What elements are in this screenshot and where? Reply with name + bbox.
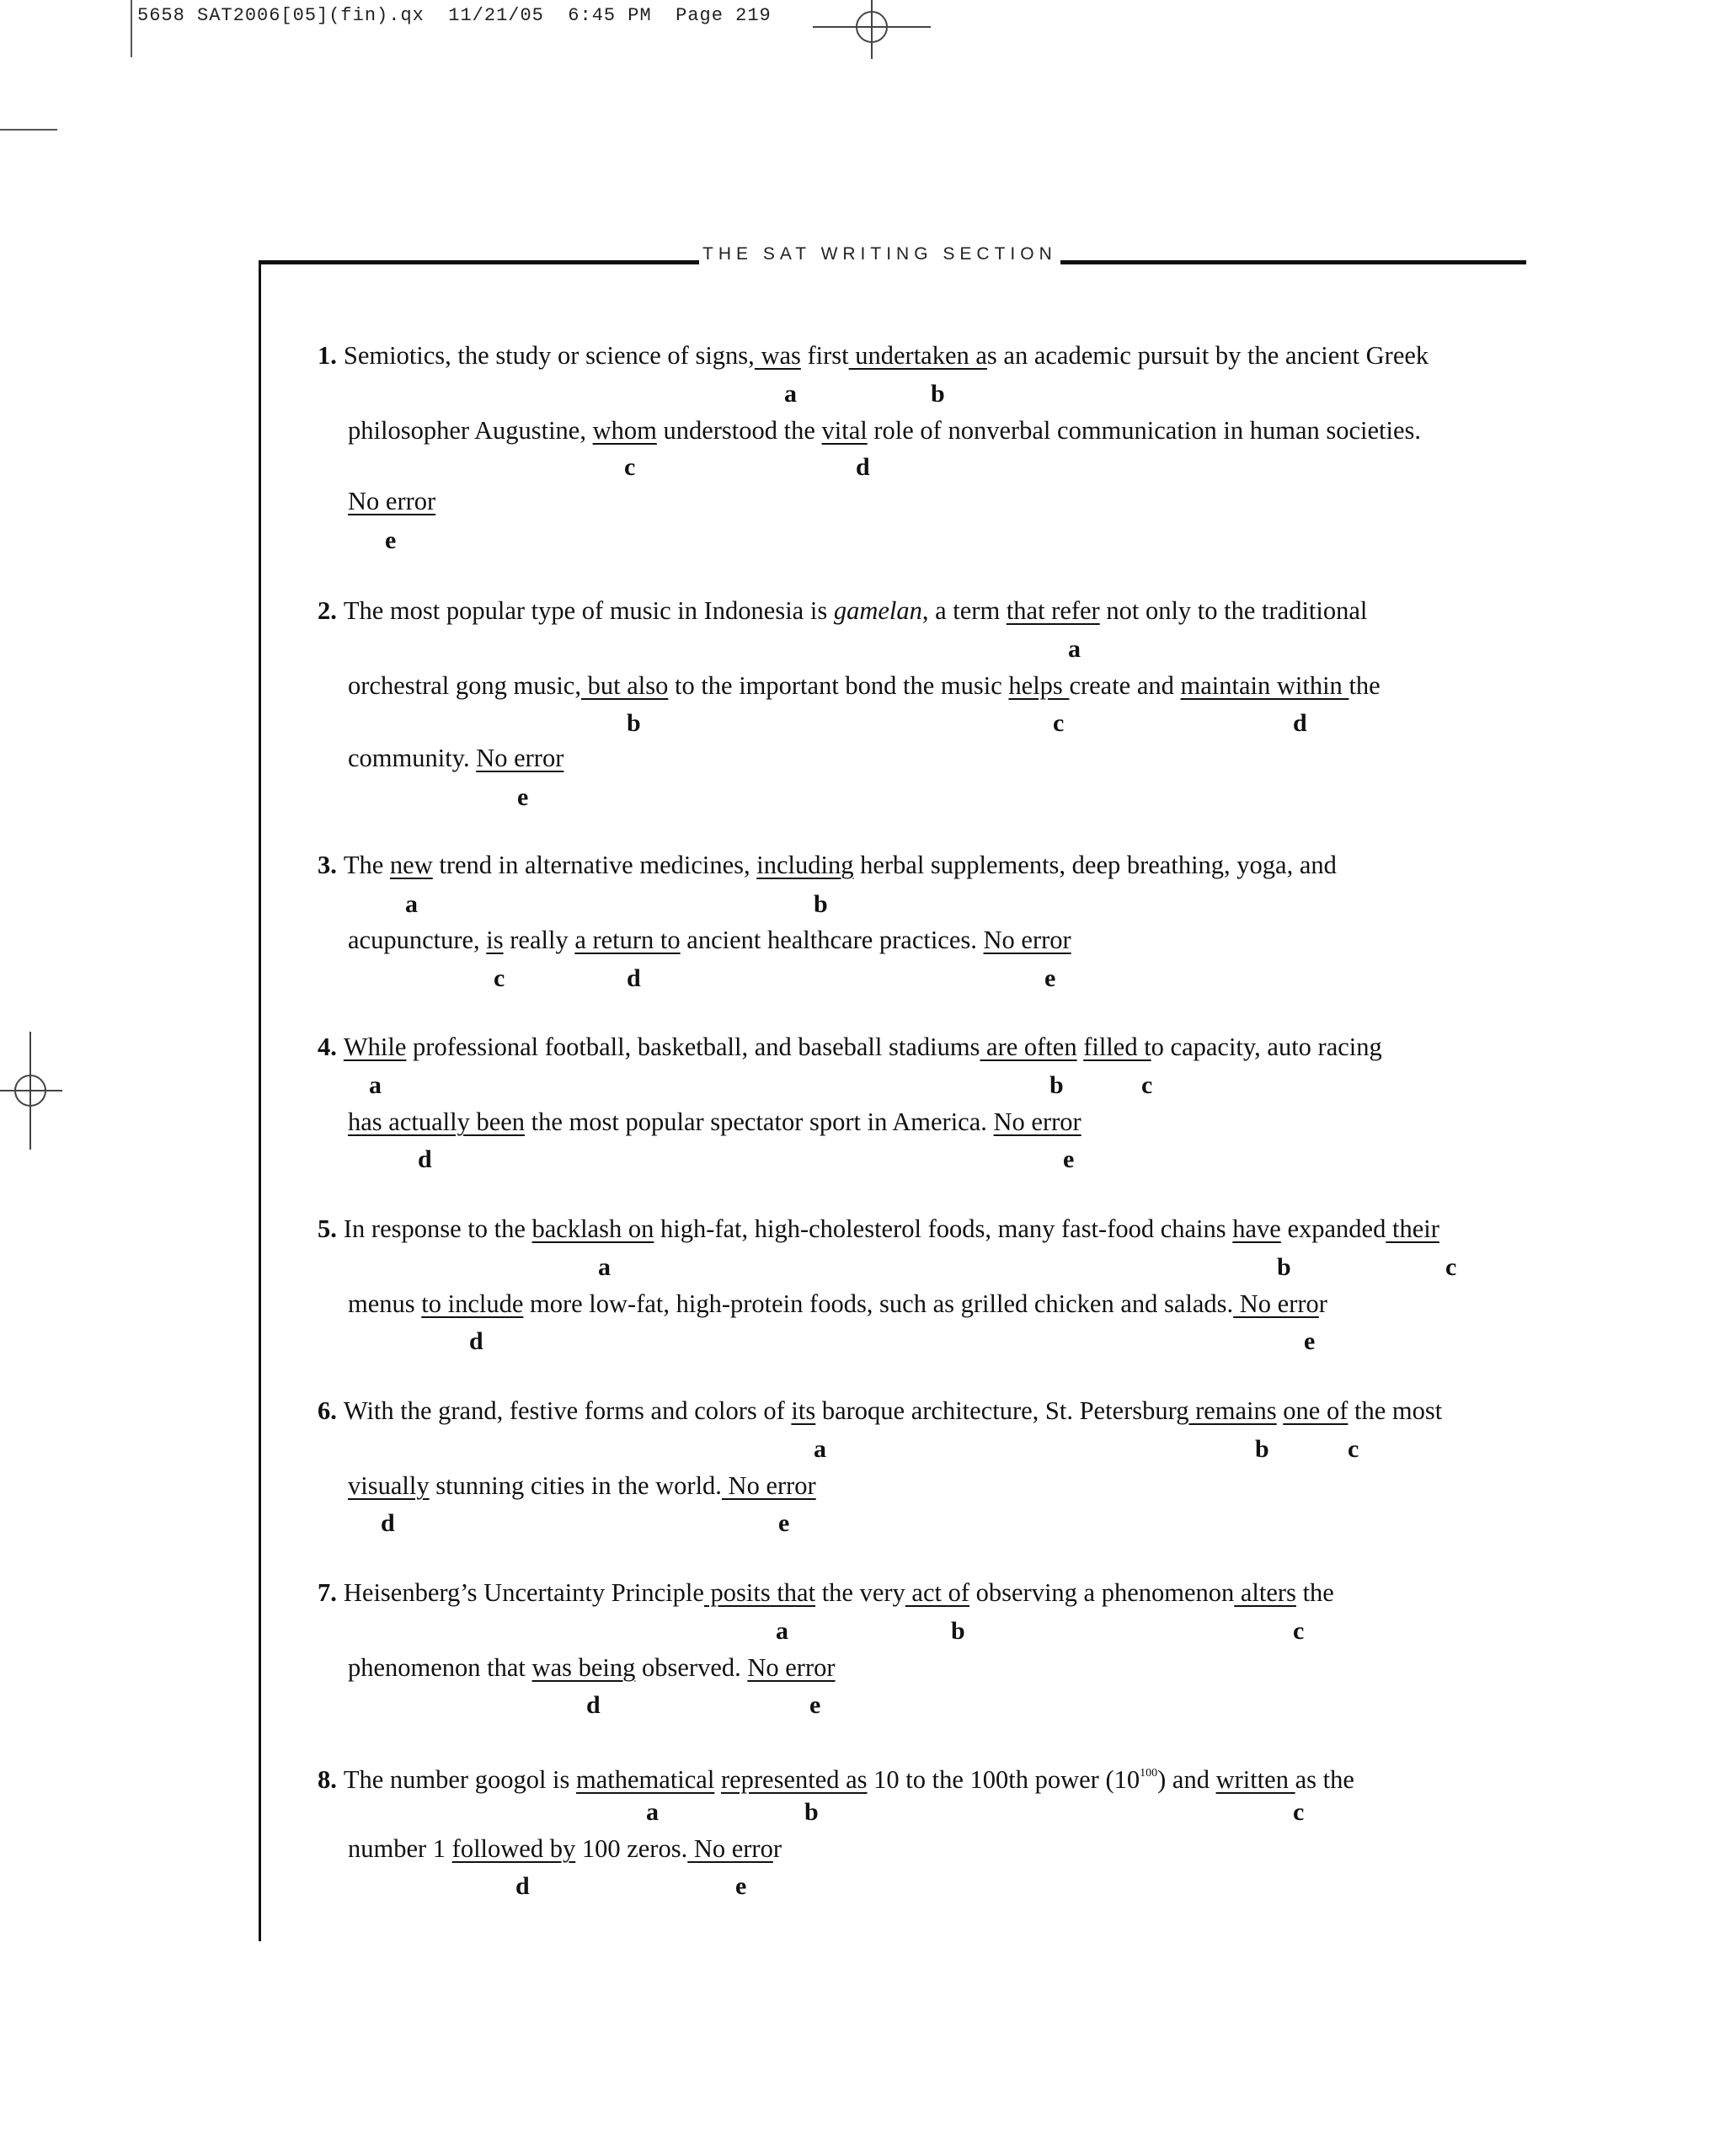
answer-letter-c: c: [1293, 1798, 1305, 1826]
text-segment: The: [343, 851, 390, 879]
line-text: [348, 1289, 1327, 1318]
underlined-segment: remains: [1188, 1396, 1277, 1425]
underlined-segment: have: [1232, 1214, 1281, 1243]
underlined-segment: maintain within: [1180, 671, 1349, 700]
text-segment: baroque architecture, St. Petersburg: [815, 1396, 1189, 1425]
text-segment: trend in alternative medicines,: [432, 851, 757, 879]
line-text: [344, 1578, 1334, 1607]
underlined-segment: their: [1386, 1214, 1439, 1243]
answer-letter-b: b: [1255, 1435, 1269, 1463]
text-segment: o capacity, auto racing: [1151, 1033, 1382, 1061]
answer-letter-e: e: [778, 1509, 790, 1537]
text-segment: expanded: [1280, 1214, 1386, 1243]
underlined-segment: was: [754, 341, 801, 370]
underlined-segment: but also: [580, 671, 669, 700]
answer-letter-c: c: [1445, 1253, 1457, 1281]
underlined-segment: alters: [1234, 1578, 1296, 1607]
text-segment: s an academic pursuit by the ancient Greek: [986, 341, 1429, 370]
text-segment: the most popular spectator sport in America.: [525, 1107, 994, 1136]
text-segment: more low-fat, high-protein foods, such as grilled chicken and salads.: [523, 1289, 1234, 1318]
text-segment: observed.: [635, 1653, 748, 1682]
underlined-segment: its: [791, 1396, 816, 1425]
answer-letter-a: a: [369, 1071, 382, 1099]
line-text: [348, 1471, 816, 1500]
question-7: [0, 1577, 1725, 1763]
underlined-segment: whom: [592, 416, 657, 445]
underlined-segment: No error: [747, 1653, 836, 1682]
underlined-segment: backlash on: [531, 1214, 654, 1243]
line-text: [348, 487, 435, 515]
question-line: [318, 1758, 1354, 1795]
text-segment: With the grand, festive forms and colors of: [343, 1396, 792, 1425]
question-number: 1.: [318, 341, 337, 370]
text-segment: to the important bond the music: [668, 671, 1009, 700]
underlined-segment: represented as: [720, 1765, 868, 1794]
line-text: [344, 1033, 1382, 1061]
question-line: [318, 850, 1337, 880]
question-4: [0, 1032, 1725, 1217]
question-number: 4.: [318, 1033, 337, 1061]
line-text: [348, 744, 563, 772]
answer-letter-e: e: [809, 1691, 821, 1719]
underlined-segment: No error: [476, 744, 564, 772]
question-2: [0, 595, 1725, 811]
underlined-segment: that refer: [1006, 596, 1100, 625]
answer-letter-a: a: [598, 1253, 611, 1281]
underlined-segment: No erro: [1233, 1289, 1319, 1318]
question-line: [348, 925, 1071, 955]
question-line: [318, 1214, 1439, 1244]
underlined-segment: new: [389, 851, 433, 879]
underlined-segment: No error: [721, 1471, 816, 1500]
text-segment: number 1: [348, 1834, 452, 1863]
question-line: [348, 1289, 1327, 1319]
text-segment: 10 to the 100th power (10: [867, 1765, 1140, 1794]
question-line: [348, 670, 1381, 701]
answer-letter-c: c: [1293, 1617, 1305, 1645]
text-segment: herbal supplements, deep breathing, yoga, and: [853, 851, 1337, 879]
question-number: 6.: [318, 1396, 337, 1425]
underlined-segment: filled t: [1083, 1033, 1151, 1061]
answer-letter-b: b: [951, 1617, 965, 1645]
answer-letter-d: d: [469, 1327, 483, 1355]
line-text: [344, 596, 1368, 625]
answer-letter-c: c: [1348, 1435, 1359, 1463]
line-text: [348, 671, 1381, 700]
text-segment: really: [503, 926, 575, 954]
text-segment: role of nonverbal communication in human societies.: [867, 416, 1422, 445]
answer-letter-c: c: [1141, 1071, 1153, 1099]
text-segment: r: [1318, 1289, 1327, 1318]
text-segment: Semiotics, the study or science of signs,: [343, 341, 755, 370]
question-6: [0, 1396, 1725, 1581]
text-segment: The most popular type of music in Indonesia is: [343, 596, 834, 625]
answer-letter-a: a: [814, 1435, 826, 1463]
question-3: [0, 850, 1725, 1035]
underlined-segment: visually: [348, 1471, 430, 1500]
question-8: [0, 1758, 1725, 1944]
underlined-segment: No error: [993, 1107, 1081, 1136]
slug-file: 5658 SAT2006[05](fin).qx: [137, 5, 425, 26]
line-text: [344, 341, 1429, 370]
answer-letter-e: e: [517, 783, 529, 811]
answer-letter-a: a: [784, 380, 797, 408]
underlined-segment: No erro: [687, 1834, 773, 1863]
question-line: [348, 1652, 836, 1683]
underlined-segment: a return to: [574, 926, 681, 954]
text-segment: ancient healthcare practices.: [680, 926, 984, 954]
answer-letter-a: a: [1068, 635, 1081, 663]
question-line: [348, 1470, 816, 1501]
text-segment: r: [772, 1834, 782, 1863]
text-segment: orchestral gong music,: [348, 671, 581, 700]
answer-letter-e: e: [1044, 964, 1056, 992]
text-segment: acupuncture,: [348, 926, 487, 954]
question-number: 8.: [318, 1765, 337, 1794]
answer-letter-d: d: [856, 453, 870, 481]
line-text: [348, 1107, 1081, 1136]
question-line: [318, 1577, 1334, 1608]
underlined-segment: posits that: [703, 1578, 816, 1607]
answer-letter-a: a: [776, 1617, 788, 1645]
question-number: 5.: [318, 1214, 337, 1243]
question-number: 7.: [318, 1578, 337, 1607]
text-segment: first: [800, 341, 849, 370]
slug-time: 6:45 PM: [568, 5, 652, 26]
superscript: 100: [1140, 1767, 1158, 1780]
answer-letter-d: d: [586, 1691, 601, 1719]
text-segment: Heisenberg’s Uncertainty Principle: [343, 1578, 704, 1607]
text-segment: phenomenon that: [348, 1653, 532, 1682]
underlined-segment: including: [756, 851, 854, 879]
text-segment: as the: [1295, 1765, 1354, 1794]
question-line: [348, 415, 1421, 446]
text-segment: stunning cities in the world.: [429, 1471, 722, 1500]
text-segment: the very: [815, 1578, 905, 1607]
slug-date: 11/21/05: [448, 5, 544, 26]
text-segment: the most: [1348, 1396, 1443, 1425]
underlined-segment: No error: [983, 926, 1071, 954]
answer-letter-c: c: [1053, 709, 1065, 737]
answer-letter-c: c: [624, 453, 636, 481]
question-number: 2.: [318, 596, 337, 625]
question-line: [348, 1833, 782, 1864]
text-segment: community.: [348, 744, 477, 772]
line-text: [344, 1396, 1442, 1425]
running-head: THE SAT WRITING SECTION: [699, 244, 1060, 264]
slug-page: Page 219: [676, 5, 772, 26]
text-segment: create and: [1069, 671, 1181, 700]
text-segment: 100 zeros.: [575, 1834, 688, 1863]
answer-letter-b: b: [1049, 1071, 1064, 1099]
underlined-segment: undertaken a: [848, 341, 987, 370]
underlined-segment: is: [486, 926, 504, 954]
line-text: [348, 1834, 782, 1863]
underlined-segment: act of: [905, 1578, 969, 1607]
question-line: [318, 340, 1429, 371]
text-segment: the: [1295, 1578, 1334, 1607]
underlined-segment: to include: [421, 1289, 524, 1318]
answer-letter-d: d: [1293, 709, 1307, 737]
question-line: [318, 1032, 1382, 1062]
underlined-segment: mathematical: [576, 1765, 715, 1794]
text-segment: [714, 1765, 721, 1794]
text-segment: high-fat, high-cholesterol foods, many fast-food chains: [654, 1214, 1233, 1243]
text-segment: In response to the: [343, 1214, 532, 1243]
question-line: [318, 1396, 1442, 1426]
answer-letter-d: d: [515, 1872, 530, 1900]
answer-letter-e: e: [1304, 1327, 1316, 1355]
text-segment: observing a phenomenon: [969, 1578, 1235, 1607]
question-line: [348, 743, 563, 773]
text-segment: , a term: [921, 596, 1007, 625]
underlined-segment: vital: [821, 416, 868, 445]
answer-letter-b: b: [931, 380, 945, 408]
text-segment: ) and: [1157, 1765, 1216, 1794]
question-line: [348, 1107, 1081, 1137]
question-number: 3.: [318, 851, 337, 879]
answer-letter-d: d: [627, 964, 641, 992]
question-line: [318, 595, 1367, 626]
text-segment: professional football, basketball, and baseball stadiums: [406, 1033, 980, 1061]
line-text: [344, 851, 1337, 879]
answer-letter-c: c: [494, 964, 505, 992]
text-segment: The number googol is: [343, 1765, 577, 1794]
answer-letter-b: b: [804, 1798, 819, 1826]
text-segment: menus: [348, 1289, 422, 1318]
underlined-segment: helps: [1008, 671, 1070, 700]
line-text: [344, 1214, 1439, 1243]
answer-letter-e: e: [1063, 1145, 1075, 1173]
underlined-segment: No error: [348, 487, 436, 515]
italic-term: gamelan: [833, 596, 922, 625]
text-segment: the: [1348, 671, 1381, 700]
underlined-segment: followed by: [451, 1834, 576, 1863]
text-segment: not only to the traditional: [1099, 596, 1368, 625]
underlined-segment: one of: [1283, 1396, 1348, 1425]
line-text: [348, 926, 1071, 954]
underlined-segment: While: [343, 1033, 407, 1061]
answer-letter-a: a: [646, 1798, 659, 1826]
answer-letter-b: b: [814, 890, 828, 918]
line-text: [348, 416, 1421, 445]
underlined-segment: are often: [980, 1033, 1077, 1061]
answer-letter-d: d: [418, 1145, 432, 1173]
underlined-segment: written: [1215, 1765, 1295, 1794]
question-5: [0, 1214, 1725, 1399]
underlined-segment: was being: [531, 1653, 636, 1682]
line-text: [344, 1765, 1354, 1794]
answer-letter-b: b: [627, 709, 641, 737]
answer-letter-d: d: [381, 1509, 395, 1537]
text-segment: understood the: [656, 416, 822, 445]
answer-letter-a: a: [405, 890, 418, 918]
line-text: [348, 1653, 836, 1682]
answer-letter-e: e: [385, 526, 397, 554]
answer-letter-e: e: [735, 1872, 747, 1900]
answer-letter-b: b: [1277, 1253, 1291, 1281]
question-line: [348, 486, 435, 516]
question-1: [0, 340, 1725, 554]
text-segment: philosopher Augustine,: [348, 416, 593, 445]
underlined-segment: has actually been: [348, 1107, 526, 1136]
